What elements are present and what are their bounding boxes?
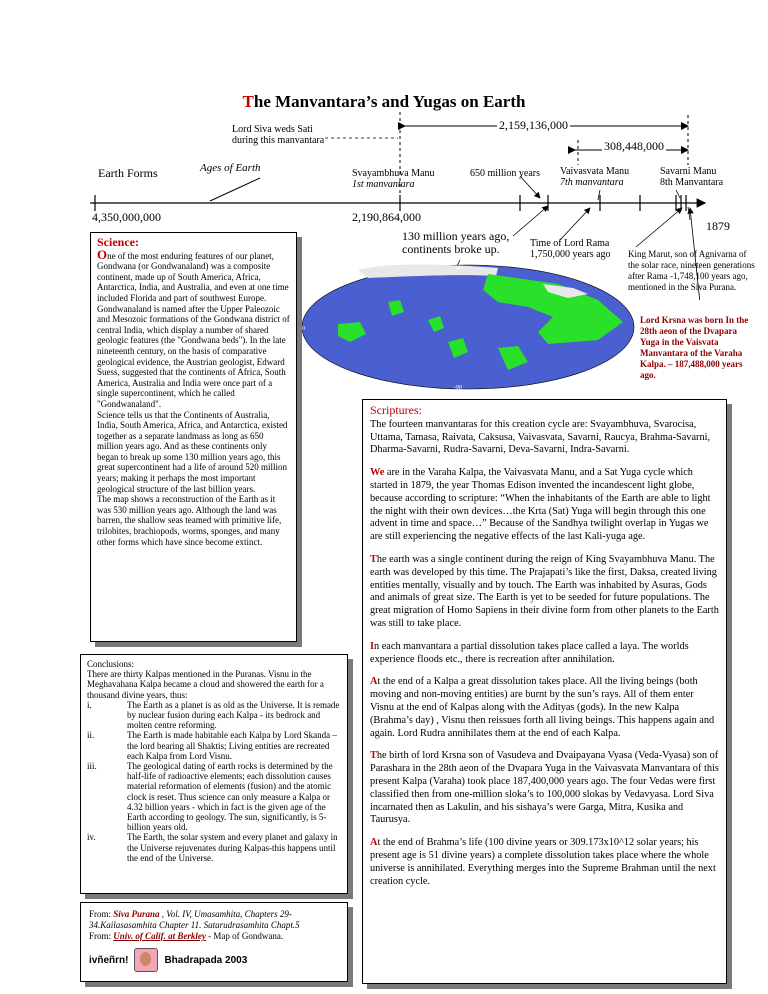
rama-label: Time of Lord Rama 1,750,000 years ago bbox=[530, 238, 611, 260]
mid-year-label: 2,190,864,000 bbox=[352, 210, 421, 224]
issue-footer bbox=[89, 948, 339, 972]
svayambhuva-label: Svayambhuva Manu 1st manvantara bbox=[352, 168, 435, 190]
logo-icon bbox=[134, 948, 158, 972]
span-total-label: 2,159,136,000 bbox=[499, 118, 568, 132]
conclusion-item: i. The Earth as a planet is as old as the Universe. It is remade by nuclear fusion during each Kalpa - its bedrock and molten centre reforming. bbox=[87, 699, 340, 731]
vaivasvata-label: Vaivasvata Manu 7th manvantara bbox=[560, 166, 630, 188]
science-heading: Science: bbox=[97, 235, 139, 249]
conclusion-item: ii. The Earth is made habitable each Kalpa by Lord Skanda – the lord bearing all Shaktis; Living entities are recreated each Kalpa from Lord Visnu. bbox=[87, 730, 337, 761]
science-body: One of the most enduring features of our planet, Gondwana (or Gondwanaland) was a composite continent, made up of South America, Africa, Antarctica, India, and Australia, and even at one time included Florida and part of southwest Europe. Gondwanaland is named after the Upper Paleozoic and Mesozoic formations of the Gondwana district of central India, which display a number of shared geologic features (the "Gondwana beds"). In the late nineteenth century, on the basis of comparative geological evidence, the Austrian geologist, Edward Suess, suggested that the continents of Africa, South America, Australia and India were once part of a single supercontinent, which he called "Gondwanaland". bbox=[97, 246, 290, 409]
conclusions-heading: Conclusions: bbox=[87, 659, 135, 669]
source-line-1: From: Siva Purana , Vol. IV, Umasamhita, Chapters 29-34.Kailasasamhita Chapter 11. Satarudrasamhita Chapt.5 bbox=[89, 909, 300, 930]
650-million-label: 650 million years bbox=[470, 168, 540, 179]
scripture-para-1: The fourteen manvantaras for this creation cycle are: Svayambhuva, Svarocisa, Uttama, Tamasa, Raivata, Caksusa, Vaivasvata, Savarni, Raucya, Brahma-Savarni, Dharma-Savarni, Rudra-Savarni, Deva-Savarni, Indra-Savarni. bbox=[370, 418, 711, 456]
science-box bbox=[90, 232, 297, 642]
conclusion-item: iii. The geological dating of earth rocks is determined by the half-life of radioactive elements; each dissolution causes material reformation of elements (fusion) and the atomic clock is reset. Thus science can only measure a Kalpa or 4.32 billion years - which in fact is the given age of the Earth according to geology. The sun, significantly, is 5-billion years old. bbox=[87, 761, 333, 833]
conclusions-box bbox=[80, 654, 348, 894]
science-body-2: Science tells us that the Continents of Australia, India, South America, Africa, and Antarctica, existed together as a separate landmass as long as 650 million years ago. And as these continents only began to break up some 130 million years ago, this great supercontinent had a life of around 520 million years; making it perhaps the most important geological structure of the last billion years. bbox=[97, 409, 288, 494]
title-initial: T bbox=[242, 92, 254, 111]
scriptures-box bbox=[362, 399, 727, 984]
scripture-para-2: We are in the Varaha Kalpa, the Vaivasvata Manu, and a Sat Yuga cycle which started in 1879, the year Thomas Edison invented the incandescent light globe, because according to scripture: “When the inhabitants of the Earth are able to light the night with their own devices…the Krta (Sat) Yuga will begin through this one advent in time and space…” Because of the Sandhya twilight overlap in Yugas we are still experiencing the negative effects of the last Kali-yuga age. bbox=[370, 467, 711, 543]
map-lat-top: 90 bbox=[456, 266, 462, 272]
scripture-para-3: The earth was a single continent during the reign of King Svayambhuva Manu. The earth was developed by this time. The Prajapati’s like the first, Daksa, created living entities mentally, visually and by touch. The Earth was inhabited by Asuras, Gods and animals of great size. The Earth is yet to be seeded for future populations. The great migration of Homo Sapiens in their divine form from other planets to the Earth was still to take place. bbox=[370, 553, 719, 629]
map-lat-bottom: -90 bbox=[454, 385, 462, 391]
title-text: he Manvantara’s and Yugas on Earth bbox=[253, 92, 526, 111]
conclusions-intro: There are thirty Kalpas mentioned in the Puranas. Visnu in the Meghavahana Kalpa became a cloud and showered the earth for a thousand divine years, thus: bbox=[87, 669, 324, 700]
savarni-label: Savarni Manu 8th Manvantara bbox=[660, 166, 724, 188]
span-recent-label: 308,448,000 bbox=[604, 139, 664, 153]
conclusion-item: iv. The Earth, the solar system and every planet and galaxy in the Universe rejuvenates during Kalpas-this happens until the end of the Universe. bbox=[87, 832, 338, 863]
sources-box bbox=[80, 902, 348, 982]
marut-note: King Marut, son of Agnivarna of the solar race, nineteen generations after Rama -1,748,100 years ago, mentioned in the Siva Purana. bbox=[628, 249, 755, 292]
continents-label: 130 million years ago, continents broke up. bbox=[402, 229, 510, 256]
source-line-2: From: Univ. of Calif. at Berkley - Map of Gondwana. bbox=[89, 931, 284, 941]
scripture-para-6: The birth of lord Krsna son of Vasudeva and Dvaipayana Vyasa (Veda-Vyasa) son of Parashara in the 28th aeon of the Dvapara Yuga in the Vaivasvata Manvantara of this present Kalpa (Varaha) took place 187,400,000 years ago. The four Vedas were first classified then from one-million sloka’s to 100,000 slokas by Vedavyasa. Lord Siva incarnated then as Lakulin, and his sishaya’s were Garga, Mitra, Kusika and Taurusya. bbox=[370, 750, 719, 826]
scripture-para-4: In each manvantara a partial dissolution takes place called a laya. The worlds experience floods etc., there is recreation after annihilation. bbox=[370, 640, 689, 665]
issue-date: Bhadrapada 2003 bbox=[164, 954, 248, 966]
scripture-para-7: At the end of Brahma’s life (100 divine years or 309.173x10^12 solar years; his present age is 51 divine years) a complete dissolution takes place where the whole universe is annihilated. Everything merges into the Supreme Brahman until the next creation cycle. bbox=[370, 837, 716, 887]
ages-of-earth-label: Ages of Earth bbox=[200, 162, 261, 174]
start-year-label: 4,350,000,000 bbox=[92, 210, 161, 224]
siva-sati-label: Lord Siva weds Sati during this manvantara bbox=[232, 124, 325, 146]
map-lat-45: 45 bbox=[308, 294, 314, 300]
logo-text: ivñeñrn! bbox=[89, 954, 129, 966]
earth-forms-label: Earth Forms bbox=[98, 166, 158, 180]
gondwana-map bbox=[298, 262, 638, 392]
scripture-para-5: At the end of a Kalpa a great dissolution takes place. All the living beings (both moving and non-moving entities) are burnt by the sun’s rays. All of them enter Visnu at the end of Kalpas along with the Adityas (gods). In the new Kalpa (Brahma’s day) , Visnu then reissues forth all living beings. This happens again and again. Lord Rudra annihilates them at the end of each Kalpa. bbox=[370, 676, 715, 739]
map-lat-m45: -45 bbox=[308, 368, 316, 374]
krsna-note: Lord Krsna was born In the 28th aeon of the Dvapara Yuga in the Vaisvata Manvantara of the Varaha Kalpa. – 187,488,000 years ago. bbox=[640, 315, 749, 380]
map-lat-0: 0 bbox=[302, 326, 305, 332]
scriptures-heading: Scriptures: bbox=[370, 403, 422, 417]
year-1879-label: 1879 bbox=[706, 219, 730, 233]
science-body-3: The map shows a reconstruction of the Earth as it was 530 million years ago. Although the land was barren, the shallow seas teamed with primitive life, trilobites, brachiopods, worms, sponges, and many other forms which have since become extinct. bbox=[97, 494, 282, 547]
